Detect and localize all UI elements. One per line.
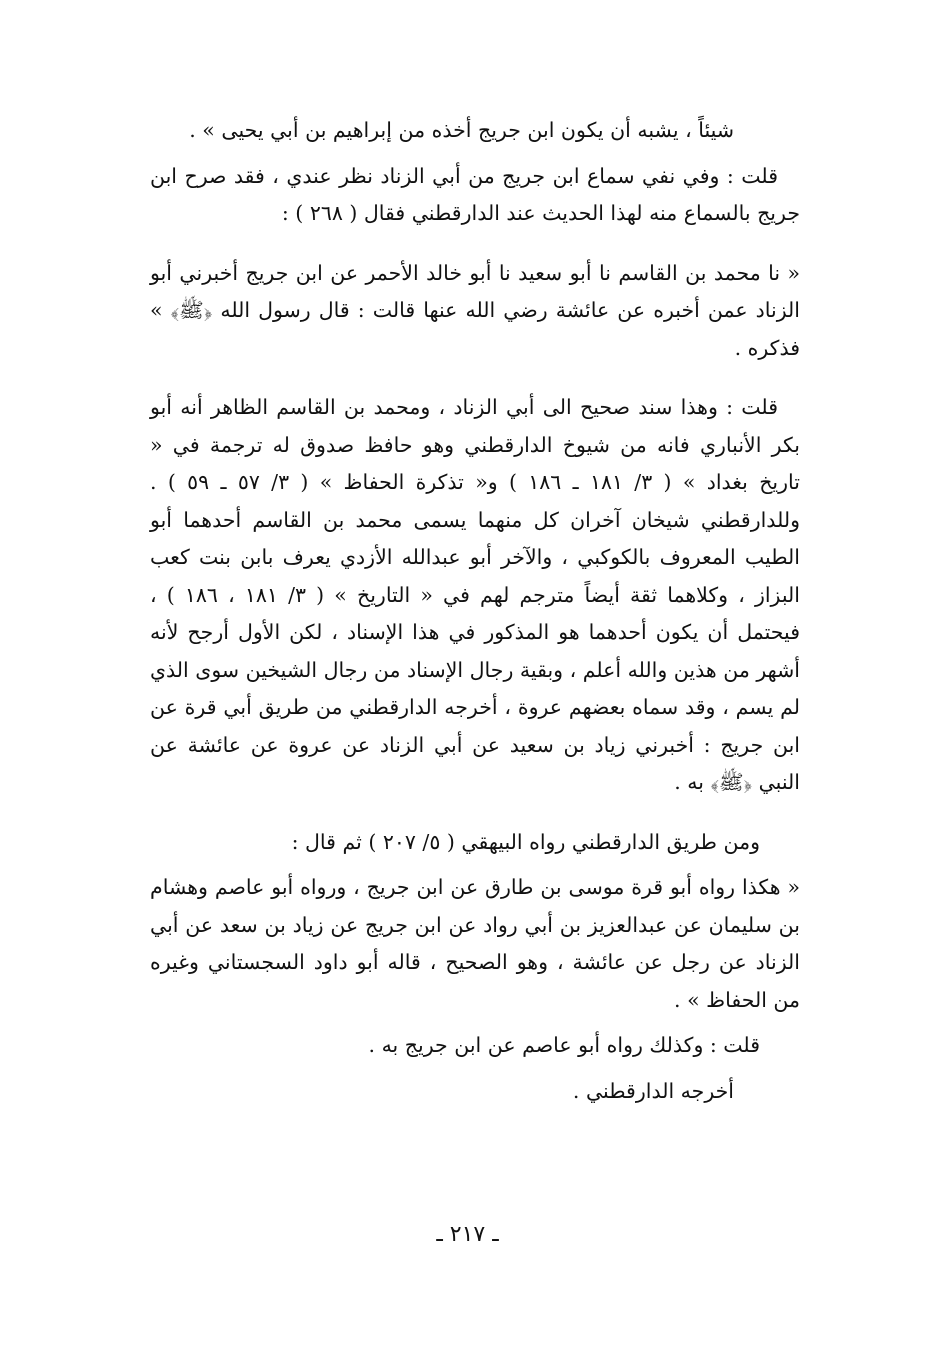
paragraph-comment-1: قلت : وفي نفي سماع ابن جريج من أبي الزناد نظر عندي ، فقد صرح ابن جريج بالسماع منه لهذا الحديث عند الدارقطني فقال ( ٢٦٨ ) : — [150, 163, 800, 225]
paragraph-comment-3: قلت : وكذلك رواه أبو عاصم عن ابن جريج به . — [368, 1033, 760, 1057]
paragraph-takhrij: أخرجه الدارقطني . — [572, 1078, 734, 1103]
paragraph-quote-daraqutni: « نا محمد بن القاسم نا أبو سعيد نا أبو خالد الأحمر عن ابن جريج أخبرني أبو الزناد عمن أخبره عن عائشة رضي الله عنها قالت : قال رسول الله ﴿ﷺ﴾ » فذكره . — [150, 260, 800, 360]
page-number: ـ ٢١٧ ـ — [436, 1222, 499, 1247]
paragraph-bayhaqi: ومن طريق الدارقطني رواه البيهقي ( ٥/ ٢٠٧ ) ثم قال : — [291, 829, 760, 854]
paragraph-continuation: شيئاً ، يشبه أن يكون ابن جريج أخذه من إبراهيم بن أبي يحيى » . — [189, 118, 734, 142]
paragraph-quote-bayhaqi: « هكذا رواه أبو قرة موسى بن طارق عن ابن جريج ، ورواه أبو عاصم وهشام بن سليمان عن عبدالعزيز بن أبي رواد عن ابن جريج عن زياد بن سعد عن أبي الزناد عن رجل عن عائشة ، وهو الصحيح ، قاله أبو داود السجستاني وغيره من الحفاظ » . — [150, 875, 800, 1012]
page-body — [150, 112, 800, 1110]
paragraph-comment-2: قلت : وهذا سند صحيح الى أبي الزناد ، ومحمد بن القاسم الظاهر أنه أبو بكر الأنباري فانه من شيوخ الدارقطني وهو حافظ صدوق له ترجمة في « تاريخ بغداد » ( ٣/ ١٨١ ـ ١٨٦ ) و« تذكرة الحفاظ » ( ٣/ ٥٧ ـ ٥٩ ) . وللدارقطني شيخان آخران كل منهما يسمى محمد بن القاسم أحدهما أبو الطيب المعروف بالكوكبي ، والآخر أبو عبدالله الأزدي يعرف بابن بنت كعب البزاز ، وكلاهما ثقة أيضاً مترجم لهم في « التاريخ » ( ٣/ ١٨١ ، ١٨٦ ) ، فيحتمل أن يكون أحدهما هو المذكور في هذا الإسناد ، لكن الأول أرجح لأنه أشهر من هذين والله أعلم ، وبقية رجال الإسناد من رجال الشيخين سوى الذي لم يسم ، وقد سماه بعضهم عروة ، أخرجه الدارقطني من طريق أبي قرة عن ابن جريج : أخبرني زياد بن سعيد عن أبي الزناد عن عروة عن عائشة عن النبي ﴿ﷺ﴾ به . — [150, 395, 800, 794]
